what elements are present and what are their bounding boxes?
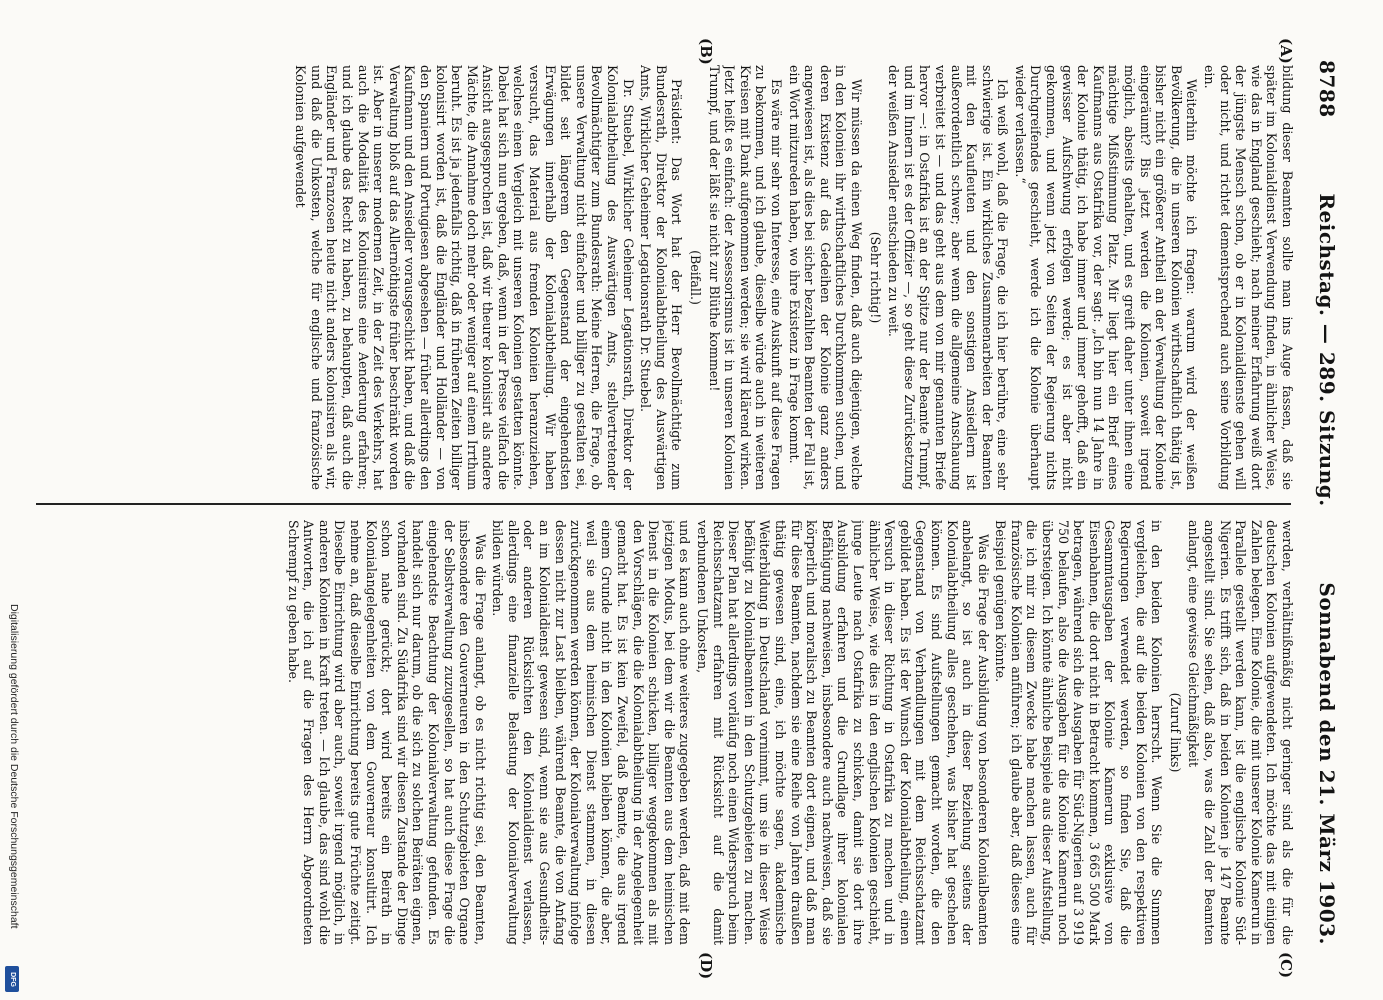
margin-mark-b: (B) [697,38,715,65]
left-interjection-2: (Beifall.) [688,250,704,305]
margin-mark-c: (C) [1277,952,1295,979]
page-header [1309,60,1345,945]
credit-text: Digitalisierung gefördert durch die Deutsche Forschungsgemeinschaft [8,604,20,929]
margin-mark-a: (A) [1277,38,1295,64]
right-column [35,520,1295,945]
right-paragraph-1: werden, verhältnißmäßig nicht geringer sind als die für die deutschen Kolonien aufgewendeten. Ich möchte das mit einigen Zahlen belegen. Eine Kolonie, die mit unserer Kolonie Kamerun in Parallele gestellt werden kann, ist die englische Kolonie Süd-Nigerien. Es trifft sich, daß in beiden Kolonien je 147 Beamte angestellt sind. Sie sehen, daß also, was die Zahl der Beamten anlangt, eine gewisse Gleichmäßigkeit [1186,520,1295,945]
left-paragraph-3: Ich weiß wohl, daß die Frage, die ich hier berühre, eine sehr schwierige ist. Ein wirkliches Zusammenarbeiten der Beamten mit den Kaufleuten und den sonstigen Ansiedlern ist außerordentlich schwer; aber wenn die allgemeine Anschauung verbreitet ist — und das geht aus dem von mir genannten Briefe hervor —: in Ostafrika ist an der Spitze nur der Beamte Trumpf, und im Innern ist es der Offizier —, so geht diese Zurücksetzung der weißen Ansiedler entschieden zu weit. [886,65,1011,490]
left-paragraph-5: Es wäre mir sehr von Interesse, eine Auskunft auf diese Fragen zu bekommen, und ich glaube, dieselbe würde auch in weiteren Kreisen mit Dank aufgenommen werden; sie wird klärend wirken. Jetzt heißt es einfach: der Assessorismus ist in unseren Kolonien Trumpf, und der läßt sie nicht zur Blüthe kommen! [706,65,784,490]
stuebel-speech-paragraph: Dr. Stuebel, Wirklicher Geheimer Legationsrath, Direktor der Kolonialabtheilung des Auswärtigen Amts, stellvertretender Bevollmächtigter zum Bundesrath: Meine Herren, die Frage, ob unsere Verwaltung nicht einfacher und billiger zu gestalten sei, bildet seit längerem den Gegenstand der eingehendsten Erwägungen innerhalb der Kolonialabtheilung. Wir haben versucht, das Material aus fremden Kolonien heranzuziehen, welches einen Vergleich mit unseren Kolonien gestatten könnte. Dabei hat sich nun ergeben, daß, wenn in der Presse vielfach die Ansicht ausgesprochen ist, daß wir theurer kolonisirt als andere Mächte, die Annahme doch mehr oder weniger auf einem Irrthum beruht. Es ist ja jedenfalls richtig, daß in früheren Zeiten billiger kolonisirt worden ist, daß die Engländer und Holländer — von den Spaniern und Portugiesen abgesehen — früher allerdings den Kaufmann und den Ansiedler vorausgeschickt haben, und daß die Verwaltung bloß auf das Allernöthigste früher beschränkt worden ist. Aber in unserer modernen Zeit, in der Zeit des Verkehrs, hat auch die Modalität des Kolonisirens eine Aenderung erfahren; und ich glaube das Recht zu haben, zu behaupten, daß auch die Engländer und Franzosen heute nicht anders kolonisiren als wir, und daß die Unkosten, welche für englische und französische Kolonien aufgewendet [293,65,636,490]
right-paragraph-4: und es kann auch ohne weiteres zugegeben werden, daß mit dem jetzigen Modus, bei dem wir die Beamten aus dem heimischen Dienst in die Kolonien schicken, billiger weggekommen als mit den Vorschlägen, die die Kolonialabtheilung in der Angelegenheit gemacht hat. Es ist kein Zweifel, daß Beamte, die aus irgend einem Grunde nicht in den Kolonien bleiben können, die aber, weil sie aus dem heimischen Dienst stammen, in diesen zurückgenommen werden können, der Kolonialverwaltung infolge dessen nicht zur Last bleiben, während Beamte, die von Anfang an im Kolonialdienst gewesen sind, wenn sie aus Gesundheits- oder anderen Rücksichten den Kolonialdienst verlassen, allerdings eine finanzielle Belastung der Kolonialverwaltung bilden würden. [490,520,693,945]
left-column [35,65,1295,490]
page-number: 8788 [1315,60,1339,118]
digitization-credit [4,604,20,994]
page-title: Reichstag. — 289. Sitzung. [1315,193,1339,507]
left-paragraph-4: Wir müssen da einen Weg finden, daß auch diejenigen, welche in den Kolonien ihr wirthschaftliches Durchkommen suchen, und deren Existenz auf das Gedeihen der Kolonie ganz anders angewiesen ist, als dies bei sicher bezahlten Beamten der Fall ist, ein Wort mitzureden haben, wo ihre Existenz in Frage kommt. [786,65,864,490]
dfg-logo [5,966,19,992]
right-paragraph-2: in den beiden Kolonien herrscht. Wenn Sie die Summen vergleichen, die auf die beiden Kolonien von den respektiven Regierungen verwendet werden, so finden Sie, daß die Gesammtausgaben der Kolonie Kamerun exklusive von Eisenbahnen, die dort nicht in Betracht kommen, 3 665 500 Mark betragen, während sich die Ausgaben für Süd-Nigerien auf 3 919 750 belaufen, also die Ausgaben für die Kolonie Kamerun noch übersteigen. Ich könnte ähnliche Beispiele aus dieser Aufstellung, die ich mir zu diesem Zwecke habe machen lassen, auch für französische Kolonien anführen; ich glaube aber, daß dieses eine Beispiel genügen könnte. [993,520,1165,945]
right-paragraph-3: Was die Frage der Ausbildung von besonderen Kolonialbeamten anbelangt, so ist auch in dieser Beziehung seitens der Kolonialabtheilung alles geschehen, was bisher hat geschehen können. Es sind Aufstellungen gemacht worden, die den Gegenstand von Verhandlungen mit dem Reichsschatzamt gebildet haben. Es ist der Wunsch der Kolonialabtheilung, einen Versuch in dieser Richtung in Ostafrika zu machen und in ähnlicher Weise, wie dies in den englischen Kolonien geschieht, junge Leute nach Ostafrika zu schicken, damit sie dort ihre Ausbildung erfahren und die Grundlage ihrer kolonialen Befähigung nachweisen, insbesondere auch nachweisen, daß sie körperlich und moralisch zu Beamten dort eignen, und daß man für diese Beamten, nachdem sie eine Reihe von Jahren draußen thätig gewesen sind, eine, ich möchte sagen, akademische Weiterbildung in Deutschland vornimmt, um sie in dieser Weise befähigt zu Kolonialbeamten in den Schutzgebieten zu machen. Dieser Plan hat allerdings vorläufig noch einen Widerspruch beim Reichsschatzamt erfahren mit Rücksicht auf die damit verbundenen Unkosten, [695,520,991,945]
left-interjection-1: (Sehr richtig!) [867,231,883,324]
column-divider [36,503,1291,505]
president-paragraph: Präsident: Das Wort hat der Herr Bevollmächtigte zum Bundesrath, Direktor der Kolonialabtheilung des Auswärtigen Amts, Wirklicher Geheimer Legationsrath Dr. Stuebel. [638,65,685,490]
page-date: Sonnabend den 21. März 1903. [1315,582,1339,945]
right-paragraph-5: Was die Frage anlangt, ob es nicht richtig sei, den Beamten, insbesondere den Gouverneuren in den Schutzgebieten Organe der Selbstverwaltung zuzugesellen, so hat auch diese Frage die eingehendste Beachtung der Kolonialverwaltung gefunden. Es handelt sich nur darum, ob die sich zu solchen Beiräten eignen, vorhanden sind. Zu Südafrika sind wir diesen Zustande der Dinge schon nahe gerückt; dort wird bereits ein Beirath in Kolonialangelegenheiten von dem Gouverneur konsultirt. Ich nehme an, daß dieselbe Einrichtung bereits gute Früchte zeitigt. Dieselbe Einrichtung wird aber auch, soweit irgend möglich, in anderen Kolonien in Kraft treten. — Ich glaube, das sind wohl die Antworten, die ich auf die Fragen des Herrn Abgeordneten Schrempf zu geben habe. [285,520,488,945]
left-paragraph-1: bildung dieser Beamten sollte man ins Auge fassen, daß sie später im Kolonialdienst Verwendung finden, in ähnlicher Weise, wie das in England geschieht; nach meiner Erfahrung weiß dort der jüngste Mensch schon, ob er in Kolonialdienste gehen will oder nicht, und richtet dementsprechend auch seine Vorbildung ein. [1202,65,1295,490]
right-interjection-1: (Zuruf links) [1167,692,1183,773]
dfg-logo-text: DFG [8,971,16,987]
left-paragraph-2: Weiterhin möchte ich fragen: warum wird der weißen Bevölkerung, die in unseren Kolonien wirthschaftlich thätig ist, bisher nicht ein größerer Antheil an der Verwaltung der Kolonie eingeräumt? Bis jetzt werden die Kolonien, soweit irgend möglich, abseits gehalten, und es greift daher unter ihnen eine mächtige Mißstimmung Platz. Mir liegt hier ein Brief eines Kaufmanns aus Ostafrika vor, der sagt: „Ich bin nun 14 Jahre in der Kolonie thätig, ich habe immer und immer gehofft, daß ein gewisser Aufschwung erfolgen werde; es ist aber nicht gekommen, und wenn jetzt von Seiten der Regierung nichts Durchgreifendes geschieht, werde ich die Kolonie überhaupt wieder verlassen.“ [1012,65,1200,490]
margin-mark-d: (D) [697,952,715,980]
